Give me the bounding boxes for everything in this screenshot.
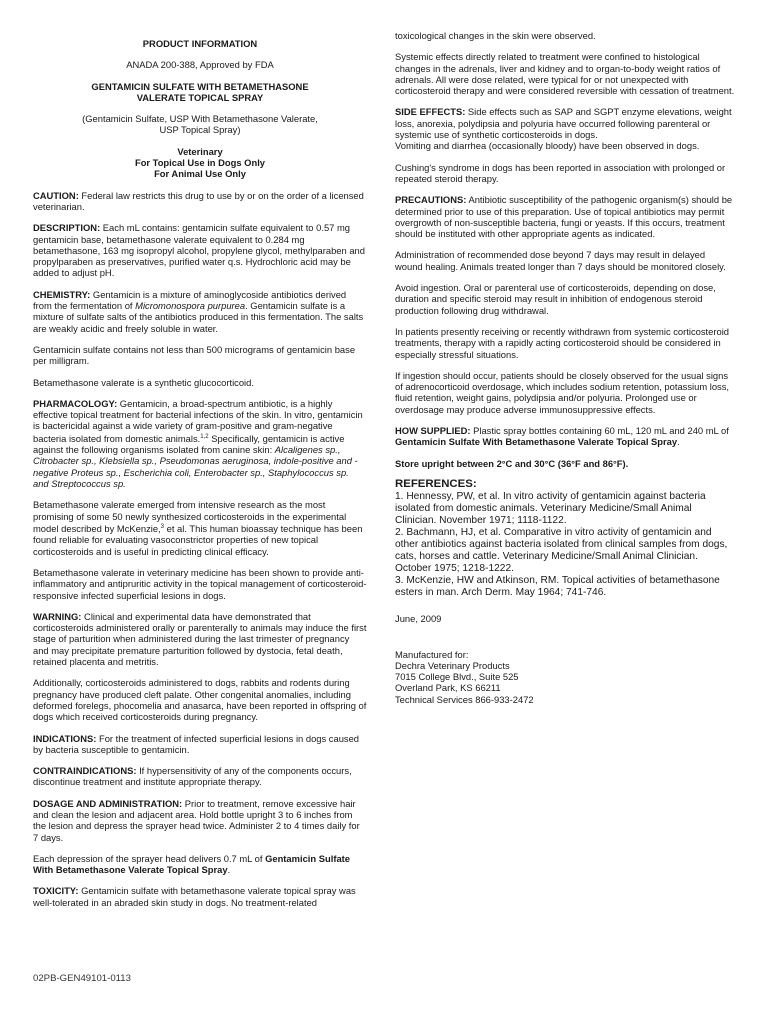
animal-use-label: For Animal Use Only [154, 168, 246, 180]
side-effects-section [395, 106, 735, 140]
drug-title-line-1: GENTAMICIN SULFATE WITH BETAMETHASONE [91, 80, 309, 92]
dosage-section [33, 798, 367, 843]
toxicity-text: Gentamicin sulfate with betamethasone valerate topical spray was well-tolerated in an abraded skin study in dogs. No treatment-related [33, 885, 356, 908]
pharmacology-text-2: Specifically, gentamicin is active against the following organisms isolated from canine skin: [33, 432, 345, 456]
description-heading: DESCRIPTION: [33, 222, 101, 234]
reference-3: 3. McKenzie, HW and Atkinson, RM. Topical activities of betamethasone esters in man. Arch Derm. May 1964; 741-746. [395, 575, 720, 599]
toxicity-section [33, 885, 367, 908]
warning-heading: WARNING: [33, 610, 82, 622]
generic-name-line-1: (Gentamicin Sulfate, USP With Betamethasone Valerate, [82, 113, 318, 125]
contraindications-heading: CONTRAINDICATIONS: [33, 765, 137, 777]
avoid-ingestion-paragraph: Avoid ingestion. Oral or parenteral use of corticosteroids, depending on dose, duration and specific steroid may result in inhibition of endogenous steroid production following drug withdrawal. [395, 282, 716, 316]
warning-text: Clinical and experimental data have demonstrated that corticosteroids administered orally or parenterally to animals may induce the first stage of parturition when administered during the last trimester of pregnancy and may precipitate premature parturition followed by dystocia, fetal death, retained placenta and metritis. [33, 610, 367, 668]
description-text: Each mL contains: gentamicin sulfate equivalent to 0.57 mg gentamicin base, betamethasone valerate equivalent to 0.284 mg betamethasone, 163 mg isopropyl alcohol, propylene glycol, methylparaben and propylparaben as preservatives, purified water q.s. Hydrochloric acid may be added to adjust pH. [33, 222, 365, 279]
indications-section [33, 733, 367, 756]
toxicity-continued: toxicological changes in the skin were observed. [395, 30, 596, 41]
caution-text: Federal law restricts this drug to use by or on the order of a licensed veterinarian. [33, 189, 364, 212]
how-supplied-product: Gentamicin Sulfate With Betamethasone Valerate Topical Spray [395, 436, 678, 448]
contraindications-text: If hypersensitivity of any of the components occurs, discontinue treatment and institute appropriate therapy. [33, 765, 352, 788]
pharmacology-superscript: 1,2 [200, 433, 209, 440]
patients-receiving-paragraph: In patients presently receiving or recently withdrawn from systemic corticosteroid treatments, therapy with a rapidly acting corticosteroid should be considered in especially stressful situations. [395, 325, 729, 360]
indications-heading: INDICATIONS: [33, 732, 97, 744]
contraindications-section [33, 765, 367, 788]
manufactured-for-label: Manufactured for: [395, 648, 469, 660]
gentamicin-base-paragraph: Gentamicin sulfate contains not less than 500 micrograms of gentamicin base per milligram. [33, 343, 356, 367]
technical-services-phone: Technical Services 866-933-2472 [395, 693, 534, 705]
topical-dogs-label: For Topical Use in Dogs Only [134, 157, 266, 169]
precautions-text: Antibiotic susceptibility of the pathogenic organism(s) should be determined prior to use of this preparation. Use of topical antibiotics may permit overgrowth of non-susceptible bacteria, fungi or yeasts. If this occurs, treatment should be instituted with other appropriate agents as indicated. [395, 194, 733, 240]
how-supplied-end: . [677, 436, 680, 448]
street-address: 7015 College Blvd., Suite 525 [395, 671, 519, 683]
chemistry-text-2: . Gentamicin sulfate is a mixture of sulfate salts of the antibiotics produced in this fermentation. The salts are weakly acidic and freely soluble in water. [33, 300, 364, 334]
chemistry-text: Gentamicin is a mixture of aminoglycoside antibiotics derived from the fermentation of [33, 288, 347, 312]
generic-name-line-2: USP Topical Spray) [159, 124, 241, 136]
precautions-section [395, 194, 735, 239]
how-supplied-heading: HOW SUPPLIED: [395, 425, 471, 437]
toxicity-heading: TOXICITY: [33, 885, 79, 897]
chemistry-section [33, 289, 367, 334]
product-info-title: PRODUCT INFORMATION [142, 38, 258, 49]
caution-section [33, 190, 367, 213]
left-column [33, 30, 367, 918]
admin-beyond-paragraph: Administration of recommended dose beyond 7 days may result in delayed wound healing. Animals treated longer than 7 days should be monitored closely. [395, 249, 726, 272]
city-address: Overland Park, KS 66211 [395, 682, 501, 694]
date: June, 2009 [395, 613, 442, 625]
chemistry-organism: Micromonospora purpurea [135, 300, 246, 312]
if-ingestion-paragraph: If ingestion should occur, patients should be closely observed for the usual signs of adrenocorticoid overdosage, which includes sodium retention, potassium loss, fluid retention, weight gains, polydipsia and/or polyuria. Prolonged use or overdosage may produce adverse immunosuppressive effects. [395, 369, 730, 415]
each-depression-text: Each depression of the sprayer head delivers 0.7 mL of [33, 852, 266, 864]
systemic-effects-paragraph: Systemic effects directly related to treatment were confined to histological changes in the adrenals, liver and kidney and to organ-to-body weight ratios of adrenals. All were dose related, were typical for or not unexpected with corticosteroid therapy and were considered reversible with cessation of treatment. [395, 51, 735, 97]
side-effects-heading: SIDE EFFECTS: [395, 106, 466, 118]
right-column [395, 30, 735, 705]
company-name: Dechra Veterinary Products [395, 659, 510, 671]
pharmacology-organisms: Alcaligenes sp., Citrobacter sp., Klebsiella sp., Pseudomonas aeruginosa, indole-positive and -negative Proteus sp., Escherichia coli, Enterobacter sp., Staphylococcus sp. and Streptococcus sp. [33, 444, 358, 490]
cushings-paragraph: Cushing's syndrome in dogs has been reported in association with prolonged or repeated steroid therapy. [395, 161, 726, 184]
betamethasone-synthetic-paragraph: Betamethasone valerate is a synthetic glucocorticoid. [33, 376, 254, 388]
chemistry-heading: CHEMISTRY: [33, 288, 91, 300]
each-depression-end: . [227, 864, 231, 876]
precautions-heading: PRECAUTIONS: [395, 194, 467, 206]
emerged-text: Betamethasone valerate emerged from intensive research as the most promising of some 50 newly synthesized corticosteroids in the experimental model described by McKenzie, [33, 499, 347, 535]
storage-paragraph: Store upright between 2°C and 30°C (36°F and 86°F). [395, 457, 629, 469]
how-supplied-text: Plastic spray bottles containing 60 mL, 120 mL and 240 mL of [470, 425, 729, 437]
drug-title-line-2: VALERATE TOPICAL SPRAY [136, 91, 264, 103]
references-heading: REFERENCES: [395, 477, 477, 490]
anada-approval: ANADA 200-388, Approved by FDA [126, 59, 274, 71]
dosage-heading: DOSAGE AND ADMINISTRATION: [33, 797, 183, 809]
caution-heading: CAUTION: [33, 189, 79, 201]
side-effects-vomiting: Vomiting and diarrhea (occasionally bloody) have been observed in dogs. [395, 140, 700, 152]
emerged-superscript: 3 [160, 523, 165, 530]
pharmacology-text: Gentamicin, a broad-spectrum antibiotic, is a highly effective topical treatment for bacterial infections of the skin. In vitro, gentamicin is bactericidal against a wide variety of gram-positive and gram-negative bacteria isolated from domestic animals. [33, 397, 363, 444]
reference-2: 2. Bachmann, HJ, et al. Comparative in vitro activity of gentamicin and other antibiotics against bacteria isolated from clinical samples from dogs, cats, horses and cattle. Veterinary Medicine/Small Animal Clinician. October 1975; 1218-1222. [395, 527, 728, 575]
each-depression-product: Gentamicin Sulfate With Betamethasone Valerate Topical Spray [33, 852, 350, 876]
pharmacology-section [33, 398, 367, 490]
how-supplied-section [395, 425, 735, 448]
reference-1: 1. Hennessy, PW, et al. In vitro activity of gentamicin against bacteria isolated from domestic animals. Veterinary Medicine/Small Animal Clinician. November 1971; 1118-1122. [395, 491, 706, 527]
vet-medicine-paragraph: Betamethasone valerate in veterinary medicine has been shown to provide anti-inflammatory and antipruritic activity in the topical management of corticosteroid-responsive infected superficial lesions in dogs. [33, 566, 367, 601]
dosage-text: Prior to treatment, remove excessive hair and clean the lesion and adjacent area. Hold bottle upright 3 to 6 inches from the lesion and depress the sprayer head twice. Administer 2 to 4 times daily for 7 days. [33, 797, 360, 843]
footer-code: 02PB-GEN49101-0113 [33, 973, 131, 984]
indications-text: For the treatment of infected superficial lesions in dogs caused by bacteria susceptible to gentamicin. [33, 732, 360, 755]
veterinary-label: Veterinary [177, 145, 223, 157]
description-section [33, 222, 367, 278]
side-effects-text: Side effects such as SAP and SGPT enzyme elevations, weight loss, anorexia, polydipsia and polyuria have occurred following parenteral or systemic use of synthetic corticosteroids in dogs. [395, 106, 732, 141]
additionally-paragraph: Additionally, corticosteroids administered to dogs, rabbits and rodents during pregnancy have produced cleft palate. Other congenital anomalies, including deformed forelegs, phocomelia and anasarca, have been reported in offspring of dogs which received corticosteroids during pregnancy. [33, 677, 367, 723]
emerged-text-2: et al. This human bioassay technique has been found reliable for evaluating vasoconstrictor properties of new topical corticosteroids and is useful in predicting clinical efficacy. [33, 523, 363, 557]
emerged-paragraph [33, 499, 367, 557]
pharmacology-heading: PHARMACOLOGY: [33, 397, 118, 409]
each-depression-paragraph [33, 853, 367, 876]
warning-section [33, 611, 367, 667]
